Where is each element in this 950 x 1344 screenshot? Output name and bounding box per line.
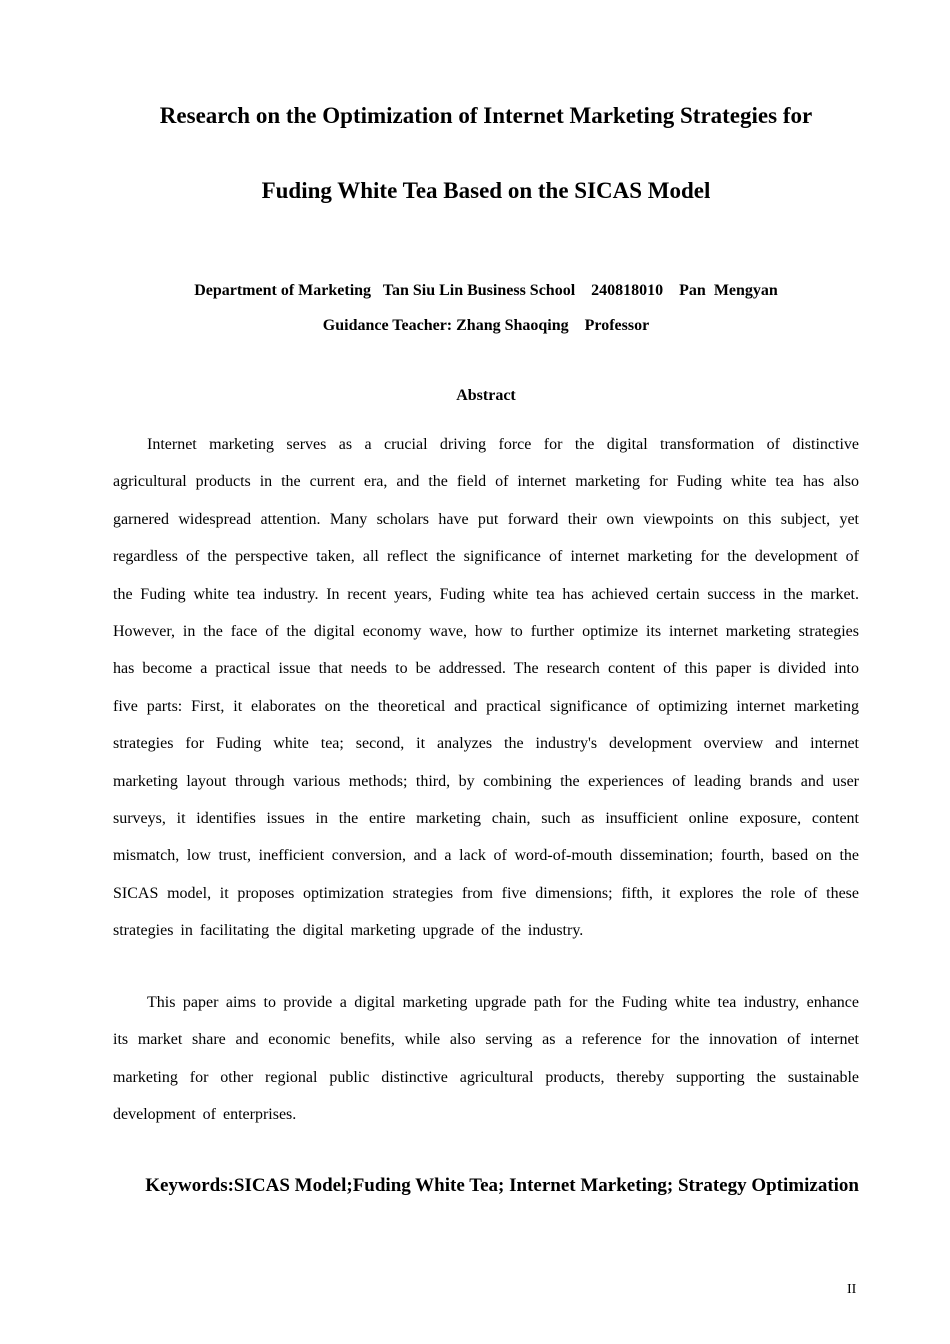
- guidance-teacher: Guidance Teacher: Zhang Shaoqing Professor: [322, 317, 650, 334]
- keywords: Keywords:SICAS Model;Fuding White Tea; Internet Marketing; Strategy Optimization: [145, 1175, 859, 1196]
- abstract-paragraph-1: Internet marketing serves as a crucial driving force for the digital transformation of distinctive agricultural products in the current era, and the field of internet marketing for Fuding white tea has also garnered widespread attention. Many scholars have put forward their own viewpoints on this subject, yet regardless of the perspective taken, all reflect the significance of internet marketing for the development of the Fuding white tea industry. In recent years, Fuding white tea has achieved certain success in the market. However, in the face of the digital economy wave, how to further optimize its internet marketing strategies has become a practical issue that needs to be addressed. The research content of this paper is divided into five parts: First, it elaborates on the theoretical and practical significance of optimizing internet marketing strategies for Fuding white tea; second, it analyzes the industry's development overview and internet marketing layout through various methods; third, by combining the experiences of leading brands and user surveys, it identifies issues in the entire marketing chain, such as insufficient online exposure, content mismatch, low trust, inefficient conversion, and a lack of word-of-mouth dissemination; fourth, based on the SICAS model, it proposes optimization strategies from five dimensions; fifth, it explores the role of these strategies in facilitating the digital marketing upgrade of the industry.: [113, 436, 859, 940]
- page-number: II: [847, 1282, 857, 1297]
- abstract-heading: Abstract: [456, 387, 516, 404]
- paper-title-line-1: Research on the Optimization of Internet Marketing Strategies for: [159, 103, 813, 128]
- paper-title-line-2: Fuding White Tea Based on the SICAS Model: [261, 178, 711, 203]
- author-affiliation: Department of Marketing Tan Siu Lin Business School 240818010 Pan Mengyan: [194, 282, 778, 299]
- abstract-paragraph-2: This paper aims to provide a digital marketing upgrade path for the Fuding white tea industry, enhance its market share and economic benefits, while also serving as a reference for the innovation of internet marketing for other regional public distinctive agricultural products, thereby supporting the sustainable development of enterprises.: [113, 994, 859, 1124]
